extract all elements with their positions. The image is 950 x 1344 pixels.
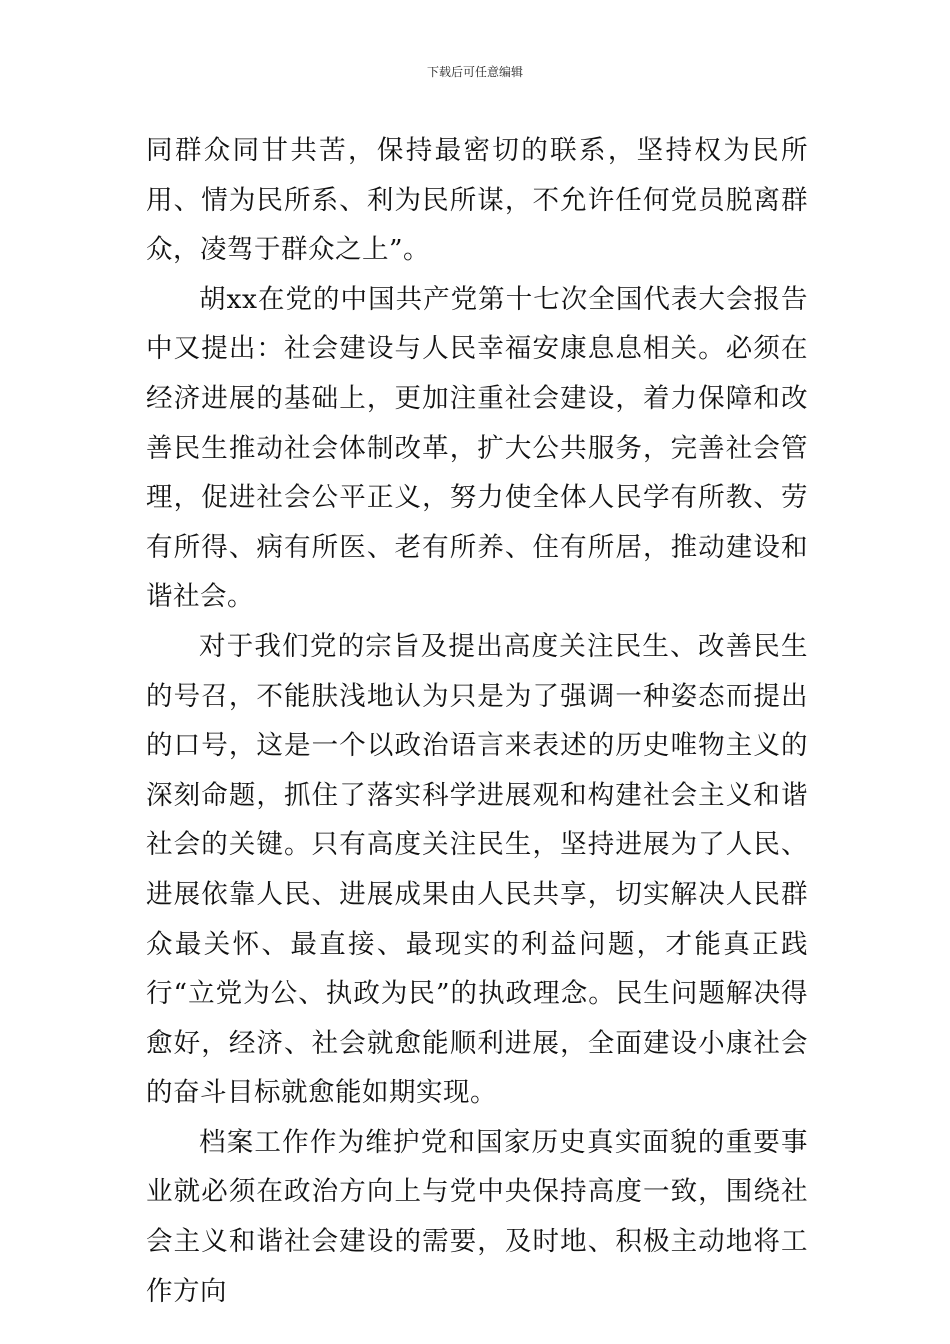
document-body [146, 126, 808, 1316]
paragraph-2: 胡xx在党的中国共产党第十七次全国代表大会报告中又提出：社会建设与人民幸福安康息息相关。必须在经济进展的基础上，更加注重社会建设，着力保障和改善民生推动社会体制改革，扩大公共服务，完善社会管理，促进社会公平正义，努力使全体人民学有所教、劳有所得、病有所医、老有所养、住有所居，推动建设和谐社会。 [146, 283, 808, 613]
paragraph-4: 档案工作作为维护党和国家历史真实面貌的重要事业就必须在政治方向上与党中央保持高度一致，围绕社会主义和谐社会建设的需要，及时地、积极主动地将工作方向 [146, 1126, 808, 1307]
paragraph-3: 对于我们党的宗旨及提出高度关注民生、改善民生的号召，不能肤浅地认为只是为了强调一种姿态而提出的口号，这是一个以政治语言来表述的历史唯物主义的深刻命题，抓住了落实科学进展观和构建社会主义和谐社会的关键。只有高度关注民生，坚持进展为了人民、进展依靠人民、进展成果由人民共享，切实解决人民群众最关怀、最直接、最现实的利益问题，才能真正践行“立党为公、执政为民”的执政理念。民生问题解决得愈好，经济、社会就愈能顺利进展，全面建设小康社会的奋斗目标就愈能如期实现。 [146, 630, 808, 1109]
page-header-note: 下载后可任意编辑 [426, 65, 523, 79]
paragraph-1: 同群众同甘共苦，保持最密切的联系，坚持权为民所用、情为民所系、利为民所谋，不允许任何党员脱离群众，凌驾于群众之上”。 [146, 135, 808, 266]
